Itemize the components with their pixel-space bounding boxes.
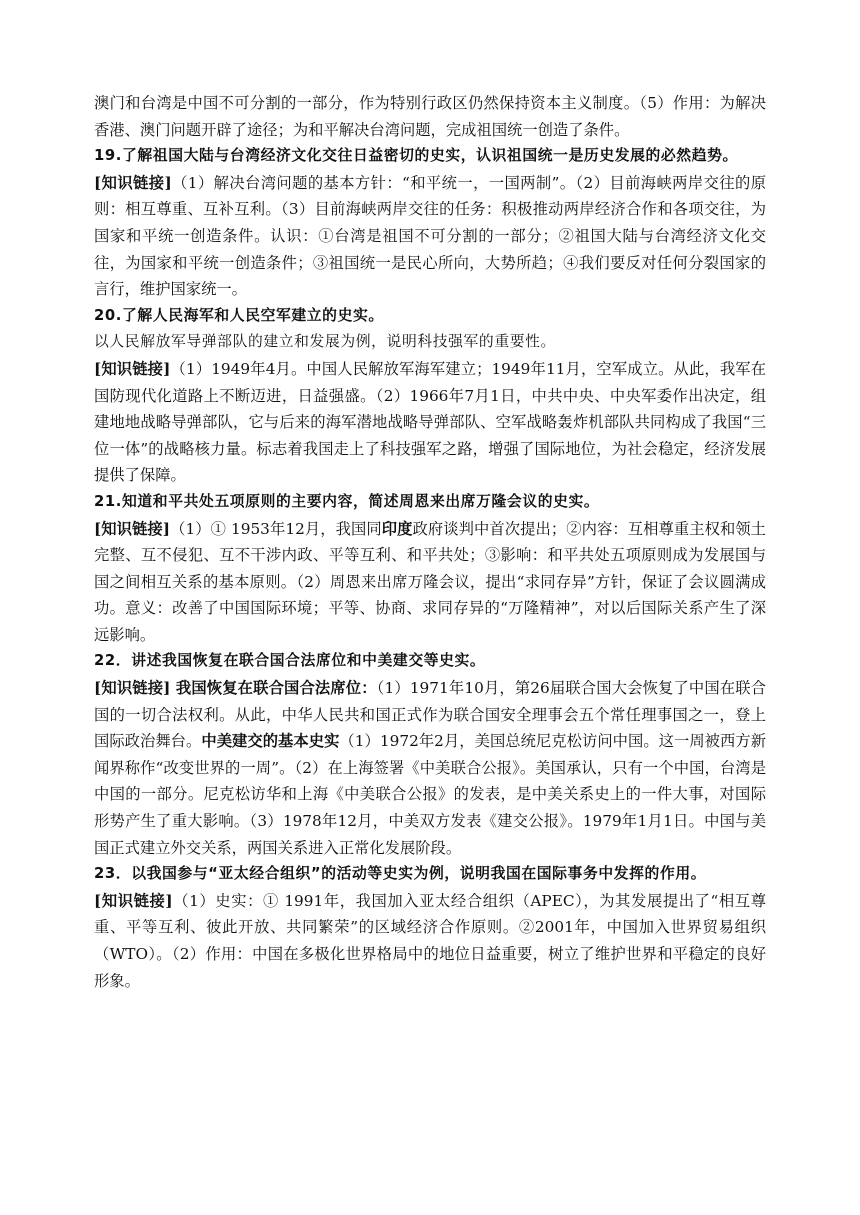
knowledge-link-text: （1）1971年10月，第26届联合国大会恢复了中国在联合国的一切合法权利。从此，中华人民共和国正式作为联合国安全理事会五个常任理事国之一，登上国际政治舞台。: [94, 679, 767, 751]
heading-20: 20.了解人民海军和人民空军建立的史实。: [94, 306, 384, 324]
knowledge-link-text: 政府谈判中首次提出；②内容：互相尊重主权和领土完整、互不侵犯、互不干涉内政、平等互利、和平共处；③影响：和平共处五项原则成为发展国与国之间相互关系的基本原则。（2）周恩来出席万隆会议，提出“求同存异”方针，保证了会议圆满成功。意义：改善了中国国际环境；平等、协商、求同存异的“万隆精神”，对以后国际关系产生了深远影响。: [94, 519, 766, 644]
heading-21: 21.知道和平共处五项原则的主要内容，简述周恩来出席万隆会议的史实。: [94, 492, 600, 510]
knowledge-link-text: （1）解决台湾问题的基本方针：“和平统一，一国两制”。（2）目前海峡两岸交往的原则：相互尊重、互补互利。（3）目前海峡两岸交往的任务：积极推动两岸经济合作和各项交往，为国家和平统一创造条件。认识：①台湾是祖国不可分割的一部分；②祖国大陆与台湾经济文化交往，为国家和平统一创造条件；③祖国统一是民心所向，大势所趋；④我们要反对任何分裂国家的言行，维护国家统一。: [94, 173, 766, 299]
knowledge-link-text: （1）1972年2月，美国总统尼克松访问中国。这一周被西方新闻界称作“改变世界的一周”。（2）在上海签署《中美联合公报》。美国承认，只有一个中国，台湾是中国的一部分。尼克松访华和上海《中美联合公报》的发表，是中美关系史上的一件大事，对国际形势产生了重大影响。（3）1978年12月，中美双方发表《建交公报》。1979年1月1日。中国与美国正式建立外交关系，两国关系进入正常化发展阶段。: [94, 732, 766, 857]
knowledge-link-19: [94, 170, 766, 303]
paragraph-continuation: 澳门和台湾是中国不可分割的一部分，作为特别行政区仍然保持资本主义制度。（5）作用：为解决香港、澳门问题开辟了途径；为和平解决台湾问题，完成祖国统一创造了条件。: [94, 94, 766, 139]
knowledge-link-20: [94, 356, 766, 489]
knowledge-link-23: [94, 888, 766, 994]
knowledge-link-22: [94, 675, 766, 861]
knowledge-link-21: [94, 516, 766, 649]
knowledge-link-text: （1）1949年4月。中国人民解放军海军建立；1949年11月，空军成立。从此，我军在国防现代化道路上不断迈进，日益强盛。（2）1966年7月1日，中共中央、中央军委作出决定，组建地地战略导弹部队，它与后来的海军潜地战略导弹部队、空军战略轰炸机部队共同构成了我国“三位一体”的战略核力量。标志着我国走上了科技强军之路，增强了国际地位，为社会稳定，经济发展提供了保障。: [94, 359, 766, 485]
knowledge-link-text: （1）① 1953年12月，我国同: [170, 519, 382, 538]
bold-term-sino-us: 中美建交的基本史实: [201, 732, 340, 751]
knowledge-link-label: [知识链接]: [94, 359, 171, 378]
knowledge-link-text: （1）史实：① 1991年，我国加入亚太经合组织（APEC），为其发展提出了“相互尊重、平等互利、彼此开放、共同繁荣”的区域经济合作原则。②2001年，中国加入世界贸易组织（WTO）。（2）作用：中国在多极化世界格局中的地位日益重要，树立了维护世界和平稳定的良好形象。: [94, 891, 766, 990]
document-body: [94, 90, 766, 994]
bold-term-un-seat: 我国恢复在联合国合法席位：: [170, 679, 377, 698]
bold-term-india: 印度: [381, 519, 413, 538]
heading-23: 23．以我国参与“亚太经合组织”的活动等史实为例，说明我国在国际事务中发挥的作用。: [94, 865, 707, 883]
heading-22: 22．讲述我国恢复在联合国合法席位和中美建交等史实。: [94, 652, 486, 670]
knowledge-link-label: [知识链接]: [94, 173, 172, 192]
knowledge-link-label: [知识链接]: [94, 679, 171, 698]
knowledge-link-label: [知识链接]: [94, 519, 171, 538]
heading-19: 19.了解祖国大陆与台湾经济文化交往日益密切的史实，认识祖国统一是历史发展的必然趋势。: [94, 147, 738, 165]
knowledge-link-label: [知识链接]: [94, 891, 173, 910]
subheading-20: 以人民解放军导弹部队的建立和发展为例，说明科技强军的重要性。: [94, 333, 556, 351]
